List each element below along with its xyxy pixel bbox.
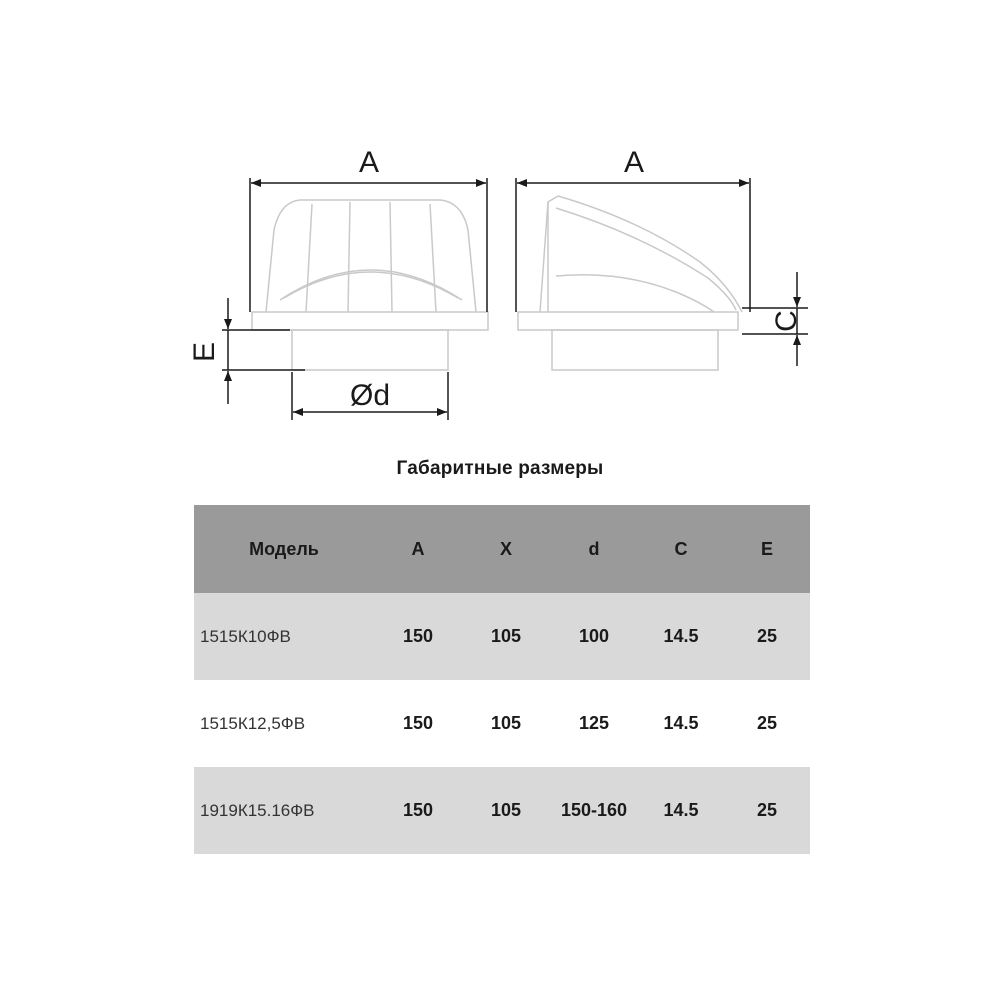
label-c: C — [770, 310, 803, 332]
side-view — [518, 196, 742, 370]
table-row — [194, 680, 810, 767]
side-hood — [540, 196, 742, 312]
cell-x: 105 — [490, 713, 522, 733]
cell-a: 150 — [402, 626, 434, 646]
front-spigot — [292, 330, 448, 370]
cell-model: 1515К12,5ФВ — [200, 713, 306, 733]
side-dimensions — [516, 178, 808, 366]
cell-d: 100 — [578, 626, 610, 646]
label-e: E — [188, 341, 221, 363]
section-title: Габаритные размеры — [396, 458, 604, 479]
front-view — [252, 200, 488, 370]
cell-model: 1515К10ФВ — [200, 626, 291, 646]
front-flange — [252, 312, 488, 330]
dimension-drawing — [0, 0, 1000, 450]
cell-x: 105 — [490, 626, 522, 646]
cell-e: 25 — [756, 713, 778, 733]
label-diameter: Ød — [349, 379, 391, 412]
cell-e: 25 — [756, 800, 778, 820]
table-header-row — [194, 505, 810, 593]
cell-x: 105 — [490, 800, 522, 820]
side-spigot — [552, 330, 718, 370]
cell-a: 150 — [402, 713, 434, 733]
header-d: d — [588, 538, 600, 559]
table-row — [194, 593, 810, 680]
header-a: A — [411, 538, 425, 559]
cell-c: 14.5 — [663, 800, 699, 820]
side-flange — [518, 312, 738, 330]
table-row — [194, 767, 810, 854]
label-a-side: A — [623, 146, 645, 179]
cell-d: 125 — [578, 713, 610, 733]
header-model: Модель — [249, 538, 319, 559]
cell-a: 150 — [402, 800, 434, 820]
header-c: C — [674, 538, 688, 559]
header-x: X — [499, 538, 512, 559]
front-hood — [266, 200, 476, 312]
header-e: E — [760, 538, 773, 559]
cell-c: 14.5 — [663, 626, 699, 646]
cell-c: 14.5 — [663, 713, 699, 733]
dimensions-table — [194, 505, 810, 854]
cell-e: 25 — [756, 626, 778, 646]
cell-d: 150-160 — [560, 800, 628, 820]
cell-model: 1919К15.16ФВ — [200, 800, 315, 820]
label-a-front: A — [358, 146, 380, 179]
